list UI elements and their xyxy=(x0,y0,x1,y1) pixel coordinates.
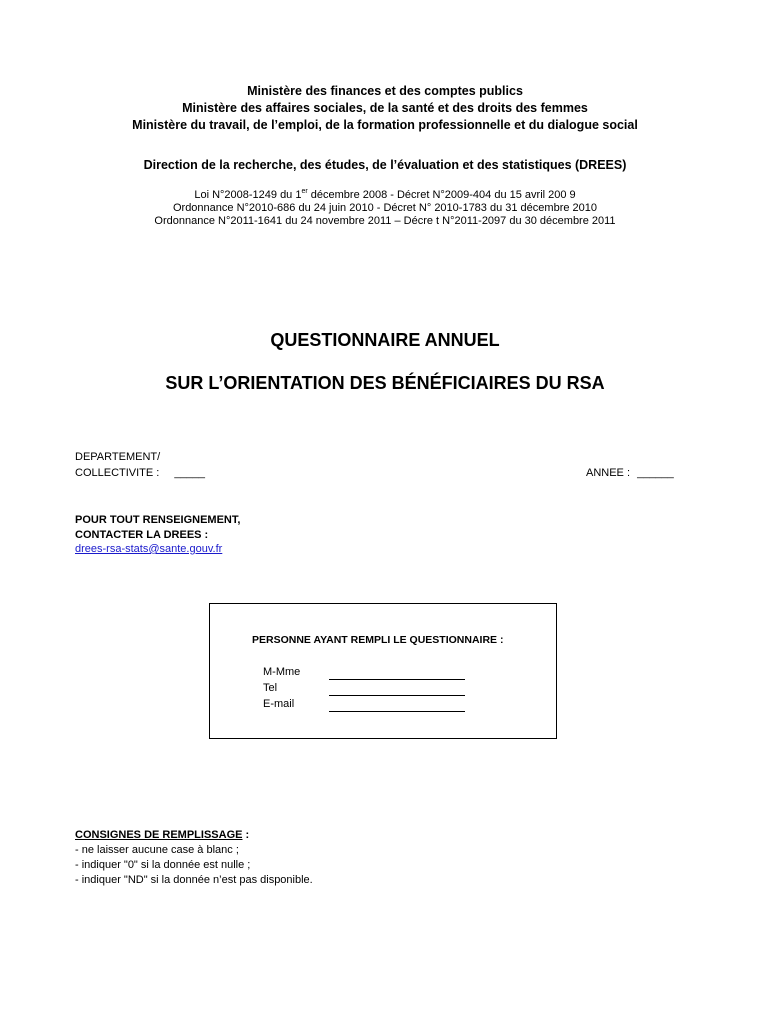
respondent-name-label: M-Mme xyxy=(263,666,301,678)
law-line-1-sup: er xyxy=(301,188,308,195)
respondent-email-label: E-mail xyxy=(263,698,295,710)
law-line-1-end: décembre 2008 - Décret N°2009-404 du 15 avril 200 9 xyxy=(307,189,576,201)
annee-label: ANNEE : xyxy=(586,467,631,479)
law-line-2: Ordonnance N°2010-686 du 24 juin 2010 - Décret N° 2010-1783 du 31 décembre 2010 xyxy=(172,202,598,214)
annee-field[interactable]: ______ xyxy=(637,467,674,479)
contact-line-2: CONTACTER LA DREES : xyxy=(75,529,209,541)
instruction-item: - indiquer "0" si la donnée est nulle ; xyxy=(75,859,251,871)
contact-line-1: POUR TOUT RENSEIGNEMENT, xyxy=(75,514,241,526)
collectivite-field[interactable]: _____ xyxy=(174,467,206,479)
law-line-1-start: Loi N°2008-1249 du 1 xyxy=(194,189,302,201)
respondent-box-title: PERSONNE AYANT REMPLI LE QUESTIONNAIRE : xyxy=(252,634,504,646)
instruction-item: - ne laisser aucune case à blanc ; xyxy=(75,844,239,856)
law-line-3: Ordonnance N°2011-1641 du 24 novembre 2011 – Décre t N°2011-2097 du 30 décembre 2011 xyxy=(154,215,616,227)
contact-email-link[interactable]: drees-rsa-stats@sante.gouv.fr xyxy=(75,543,223,555)
instructions-heading-row xyxy=(75,828,249,843)
annee-row xyxy=(586,466,674,481)
law-line-1 xyxy=(0,189,770,202)
respondent-email-input[interactable] xyxy=(329,699,465,717)
instructions-heading-suffix: : xyxy=(242,829,250,841)
legal-references xyxy=(0,189,770,228)
ministry-list xyxy=(0,83,770,134)
ministry-line: Ministère du travail, de l’emploi, de la formation professionnelle et du dialogue social xyxy=(132,118,638,132)
ministry-line: Ministère des affaires sociales, de la santé et des droits des femmes xyxy=(182,101,588,115)
instructions-heading: CONSIGNES DE REMPLISSAGE xyxy=(75,829,243,841)
direction-title: Direction de la recherche, des études, de l’évaluation et des statistiques (DREES) xyxy=(143,158,627,172)
respondent-tel-label: Tel xyxy=(263,682,278,694)
respondent-box xyxy=(209,603,557,739)
document-title-line-2: SUR L’ORIENTATION DES BÉNÉFICIAIRES DU RSA xyxy=(165,373,605,393)
instructions-list xyxy=(75,843,313,888)
instruction-item: - indiquer "ND" si la donnée n’est pas disponible. xyxy=(75,874,313,886)
ministry-line: Ministère des finances et des comptes publics xyxy=(247,84,523,98)
collectivite-row xyxy=(75,466,205,481)
collectivite-label: COLLECTIVITE : xyxy=(75,467,160,479)
document-title-line-1: QUESTIONNAIRE ANNUEL xyxy=(270,330,500,350)
departement-label: DEPARTEMENT/ xyxy=(75,451,161,463)
